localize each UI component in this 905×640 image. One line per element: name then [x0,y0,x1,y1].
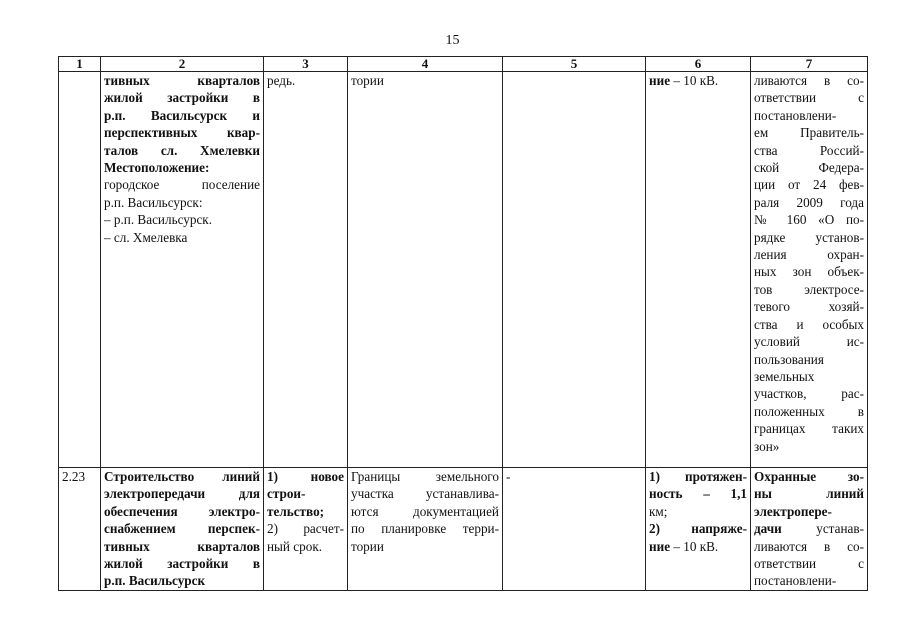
text-line: 1) протяжен- [649,469,747,484]
text-line: тивных кварталов [104,538,260,554]
column-header: 2 [101,57,264,72]
cell-zone-boundaries [348,468,503,591]
text-line: перспективных квар- [104,125,260,141]
cell-empty [503,72,646,468]
text-line: ства и особых [754,316,864,332]
text-bold: ние [649,73,671,88]
text-line: обеспечения электро- [104,503,260,519]
text-line: ции от 24 фев- [754,177,864,193]
text-line: ства Россий- [754,142,864,158]
cell-object-name [101,72,264,468]
cell-protection-zones [751,72,868,468]
text-line: ской Федера- [754,160,864,176]
cell-zone-boundaries [348,72,503,468]
text-line: № 160 «О по- [754,212,864,228]
text-bold: ние [649,538,671,554]
text-line: – сл. Хмелевка [104,229,188,245]
text-line: Охранные зо- [754,469,864,484]
text-line: ный срок. [267,538,323,554]
text-line [649,538,747,555]
text-line: жилой застройки в [104,556,260,572]
table-row [59,72,868,468]
text-line [754,520,864,537]
text-normal: устанав- [781,521,864,537]
text-line: р.п. Васильсурск и [104,107,260,123]
text-line: ются документацией [351,503,499,519]
text-line: – р.п. Васильсурск. [104,212,213,228]
column-header: 1 [59,57,101,72]
text-line: границах таких [754,421,864,437]
page-number: 15 [445,33,460,48]
text-line: зон» [754,438,780,454]
cell-number: 2.23 [59,468,101,591]
text-line: пользования [754,351,824,367]
text-line: рядке установ- [754,229,864,245]
cell-protection-zones [751,468,868,591]
text-line: раля 2009 года [754,194,864,210]
text-line: Границы земельного [351,469,499,484]
text-line: талов сл. Хмелевки [104,142,260,158]
cell-characteristics [646,72,751,468]
cell-dash: - [503,468,646,591]
cell-characteristics [646,468,751,591]
cell-number [59,72,101,468]
text-line: км; [649,503,668,519]
text-line: редь. [267,73,296,88]
text-line: электропередачи для [104,486,260,502]
text-line: участков, рас- [754,386,864,402]
cell-construction-type [264,72,348,468]
cell-object-name [101,468,264,591]
text-line: Местоположение: [104,160,210,176]
text-line: тов электросе- [754,281,864,297]
document-table [58,56,868,591]
text-line: постановлени- [754,573,837,589]
text-line: ответствии с [754,90,864,106]
text-line: р.п. Васильсурск [104,573,206,589]
text-line: ливаются в со- [754,538,864,554]
column-header: 3 [264,57,348,72]
text-line: условий ис- [754,334,864,350]
table-row [59,468,868,591]
text-line: жилой застройки в [104,90,260,106]
text-line: тевого хозяй- [754,299,864,315]
text-line: электропере- [754,503,832,519]
text-line: р.п. Васильсурск: [104,194,203,210]
text-line: ления охран- [754,247,864,263]
text-line: строи- [267,486,306,502]
text-normal: – 10 кВ. [670,73,719,88]
text-line: Строительство линий [104,469,260,484]
column-header: 7 [751,57,868,72]
column-header: 4 [348,57,503,72]
text-line: ность – 1,1 [649,486,747,502]
text-line: ных зон объек- [754,264,864,280]
text-line: земельных [754,368,815,384]
text-line: городское поселение [104,177,260,193]
text-line: снабжением перспек- [104,521,260,537]
text-normal: – 10 кВ. [670,538,719,554]
text-line: по планировке терри- [351,521,499,537]
text-line: ны линий [754,486,864,502]
text-line: ем Правитель- [754,125,864,141]
text-line: положенных в [754,403,864,419]
text-line: участка устанавлива- [351,486,499,502]
text-line: тории [351,73,384,88]
text-line: тории [351,538,384,554]
column-header: 6 [646,57,751,72]
text-line: тивных кварталов [104,73,260,88]
column-header: 5 [503,57,646,72]
table-header-row [59,57,868,72]
cell-construction-type [264,468,348,591]
text-line: тельство; [267,503,325,519]
text-line: 1) новое [267,469,344,484]
text-line: 2) расчет- [267,521,344,537]
text-line: ответствии с [754,556,864,572]
text-line: ливаются в со- [754,73,864,88]
text-bold: дачи [754,521,782,537]
text-line: постановлени- [754,107,837,123]
text-line: 2) напряже- [649,521,747,537]
